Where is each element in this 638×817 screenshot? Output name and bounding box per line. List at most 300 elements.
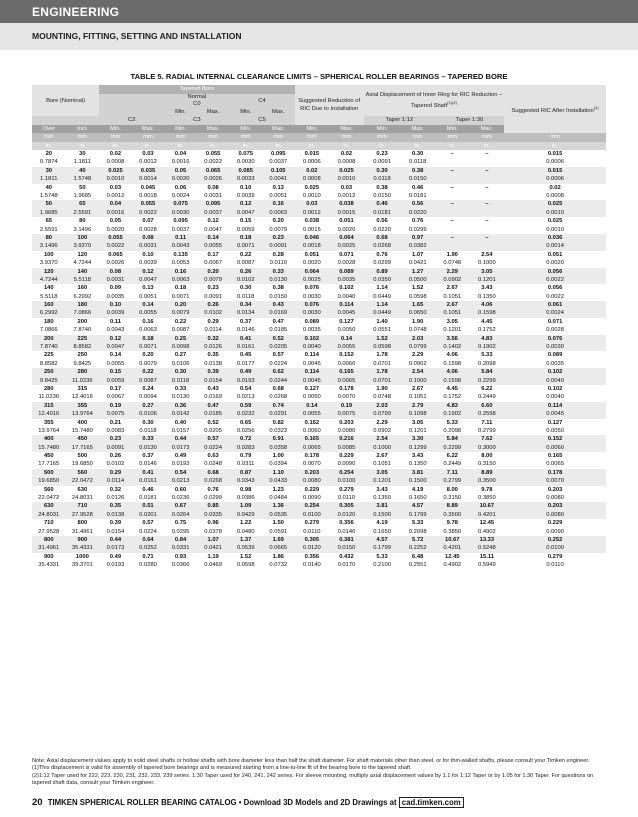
value-mm: 0.16 <box>272 201 284 208</box>
value-mm: 0.46 <box>412 184 424 191</box>
value-in: 0.0169 <box>269 310 288 317</box>
cell-c3-min <box>229 318 262 335</box>
value-mm: 0.30 <box>376 167 388 174</box>
value-in: 0.4201 <box>443 545 462 552</box>
value-in: 0.0047 <box>236 209 255 216</box>
cell-c3-max <box>262 486 295 503</box>
value-mm: 0.089 <box>339 268 354 275</box>
value-in: 0.0059 <box>236 226 255 233</box>
value-mm: 0.26 <box>207 302 219 309</box>
value-mm: 0.15 <box>240 218 252 225</box>
cell-t12-min <box>364 385 401 402</box>
value-mm: – <box>485 184 489 191</box>
value-in: 0.1098 <box>408 411 427 418</box>
cell-c0-min <box>164 301 197 318</box>
value-mm: 0.62 <box>272 369 284 376</box>
cell-c2-max <box>132 486 165 503</box>
value-mm: 1.23 <box>272 486 284 493</box>
value-in <box>435 192 470 200</box>
value-in: 0.0161 <box>236 344 255 351</box>
value-in: 0.0006 <box>546 159 564 166</box>
value-in: 0.1752 <box>478 327 496 334</box>
value-mm: 0.02 <box>306 167 318 174</box>
value-in: 0.1051 <box>408 394 427 401</box>
cell-t30-max <box>470 251 505 268</box>
value-in: 0.0085 <box>337 444 356 451</box>
value-in: 24.8031 <box>71 495 93 502</box>
cell-c3-min <box>229 167 262 184</box>
value-in: 0.0043 <box>171 243 190 250</box>
cell-c0-min <box>164 536 197 553</box>
unit-in: in. <box>400 142 435 150</box>
cell-c3-min <box>229 351 262 368</box>
value-in: 0.0106 <box>139 411 157 418</box>
red-max-label: Max. <box>329 125 364 133</box>
cell-over <box>32 268 66 285</box>
value-mm: 3.05 <box>412 419 424 426</box>
cell-incl <box>66 452 100 469</box>
value-mm: 900 <box>43 553 54 560</box>
value-mm: 0.06 <box>174 184 187 191</box>
cell-red-min <box>295 469 330 486</box>
cell-c0-min <box>164 251 197 268</box>
value-mm: – <box>450 218 454 225</box>
cell-c3-max <box>262 268 295 285</box>
value-mm: 20 <box>45 151 53 158</box>
cell-c0-max <box>197 435 230 452</box>
cell-c0-min <box>164 385 197 402</box>
cell-c2-min <box>99 502 132 519</box>
value-mm: 1.90 <box>376 385 388 392</box>
value-in: 0.0063 <box>269 209 288 216</box>
value-in: 13.9764 <box>71 411 93 418</box>
value-mm: 160 <box>43 302 54 309</box>
table-row <box>32 301 606 318</box>
value-in: 2.5591 <box>73 209 92 216</box>
bore-header: Bore (Nominal) <box>32 85 99 116</box>
value-mm: 0.152 <box>339 352 354 359</box>
value-in: 0.0051 <box>139 293 157 300</box>
cell-c2-max <box>132 385 165 402</box>
value-in: 1.9685 <box>73 192 92 199</box>
value-mm: 315 <box>77 385 88 392</box>
value-mm: 0.216 <box>339 436 354 443</box>
value-in: 0.0020 <box>171 176 190 183</box>
cell-t30-max <box>470 184 505 201</box>
value-mm: 120 <box>43 268 54 275</box>
value-in: 0.0098 <box>171 344 190 351</box>
unit-in: in. <box>164 142 197 150</box>
value-in: 0.0063 <box>171 276 190 283</box>
value-in: 0.0138 <box>106 511 125 518</box>
cell-c0-min <box>164 553 197 570</box>
value-in: 0.0053 <box>171 260 190 267</box>
value-mm: 250 <box>43 369 54 376</box>
value-in: 0.0010 <box>106 176 125 183</box>
cell-c0-max <box>197 200 230 217</box>
value-in: 0.0598 <box>236 562 255 569</box>
cell-c0-max <box>197 419 230 436</box>
value-in: 0.0010 <box>546 226 564 233</box>
value-mm: 0.279 <box>547 553 563 560</box>
value-in: 0.0331 <box>171 545 190 552</box>
cell-over <box>32 536 66 553</box>
cell-c0-max <box>197 452 230 469</box>
value-mm: 0.41 <box>240 335 252 342</box>
value-mm: 0.67 <box>174 503 187 510</box>
value-in: 0.0220 <box>373 226 391 233</box>
cell-c2-max <box>132 435 165 452</box>
cell-t30-min <box>435 335 470 352</box>
value-in: 0.5248 <box>478 545 496 552</box>
value-in: 0.0343 <box>236 478 255 485</box>
value-mm: – <box>450 184 454 191</box>
value-mm: 3.56 <box>446 335 458 342</box>
value-mm: 0.203 <box>547 503 563 510</box>
unit-in: in. <box>197 142 230 150</box>
value-in <box>470 158 505 166</box>
value-mm: 0.37 <box>240 318 252 325</box>
value-mm: 0.96 <box>207 520 219 527</box>
value-mm: 0.68 <box>272 385 284 392</box>
value-mm: 0.57 <box>142 520 154 527</box>
cell-c2-max <box>132 335 165 352</box>
value-in: 0.0433 <box>269 478 288 485</box>
value-mm: 0.025 <box>339 167 354 174</box>
cell-c3-min <box>229 268 262 285</box>
value-in: 1.5748 <box>73 176 92 183</box>
value-mm: 8.89 <box>446 503 458 510</box>
value-in: 0.0181 <box>373 209 391 216</box>
cell-c2-max <box>132 234 165 251</box>
value-in: 0.1799 <box>373 545 391 552</box>
value-in: 0.0252 <box>139 545 157 552</box>
cell-red-min <box>295 167 330 184</box>
value-in: 0.0138 <box>204 360 222 367</box>
cell-c3-max <box>262 419 295 436</box>
value-in: 0.0232 <box>236 411 255 418</box>
value-in: 0.0008 <box>546 192 564 199</box>
value-mm: 0.56 <box>412 201 424 208</box>
cell-c0-min <box>164 268 197 285</box>
value-mm: 0.056 <box>547 268 563 275</box>
value-in: 0.1000 <box>373 444 391 451</box>
value-mm: 0.10 <box>142 251 154 258</box>
value-mm: 0.152 <box>304 419 320 426</box>
value-in: 0.0181 <box>139 495 157 502</box>
value-in: 0.1000 <box>408 377 427 384</box>
cell-after <box>504 486 606 503</box>
value-in: 1.1811 <box>40 176 58 183</box>
value-in: 0.0140 <box>337 528 356 535</box>
value-in: 0.0071 <box>236 243 255 250</box>
value-in: 0.0030 <box>303 310 321 317</box>
value-mm: 0.35 <box>109 503 122 510</box>
value-in: 0.0090 <box>546 528 564 535</box>
value-in: 0.0063 <box>139 327 157 334</box>
value-mm: 0.36 <box>174 402 187 409</box>
value-mm: 0.85 <box>207 503 219 510</box>
cell-red-min <box>295 268 330 285</box>
value-in: 0.0010 <box>546 209 564 216</box>
value-mm: 0.33 <box>174 385 187 392</box>
cell-t30-min <box>435 419 470 436</box>
value-mm: 1.65 <box>412 302 424 309</box>
cell-incl <box>66 167 100 184</box>
table-row <box>32 502 606 519</box>
value-in: 0.0150 <box>373 192 391 199</box>
value-mm: 3.81 <box>376 503 388 510</box>
table-row <box>32 435 606 452</box>
value-mm: 0.43 <box>207 385 219 392</box>
value-mm: 0.21 <box>109 419 122 426</box>
value-mm: 1.90 <box>412 318 424 325</box>
value-mm: 355 <box>77 402 88 409</box>
cell-c2-max <box>132 368 165 385</box>
value-in: 0.0090 <box>337 461 356 468</box>
cell-t30-max <box>470 519 505 536</box>
cell-c3-min <box>229 301 262 318</box>
value-mm: 0.46 <box>376 201 388 208</box>
value-in: 7.0866 <box>73 310 92 317</box>
value-in: 0.0299 <box>204 495 222 502</box>
value-in: 0.0091 <box>373 159 391 166</box>
value-mm: – <box>450 151 454 158</box>
cell-over <box>32 502 66 519</box>
value-in: 0.0118 <box>373 176 391 183</box>
value-mm: 0.54 <box>240 385 252 392</box>
cell-c3-min <box>229 452 262 469</box>
value-in: 0.0024 <box>546 310 564 317</box>
value-in: 0.0169 <box>204 394 222 401</box>
value-mm: 0.095 <box>173 218 188 225</box>
value-in: 0.0120 <box>303 545 321 552</box>
value-in: 0.0102 <box>106 461 125 468</box>
unit-in: in. <box>262 142 295 150</box>
cell-red-max <box>329 200 364 217</box>
value-in: 0.0421 <box>204 545 222 552</box>
value-mm: 0.055 <box>205 151 221 158</box>
cell-incl <box>66 519 100 536</box>
value-in: 0.2100 <box>373 562 391 569</box>
cell-red-min <box>295 435 330 452</box>
cell-c2-max <box>132 184 165 201</box>
cell-c3-max <box>262 435 295 452</box>
value-in: 0.0205 <box>204 427 222 434</box>
value-mm: 0.025 <box>304 184 320 191</box>
value-mm: 6.22 <box>481 385 493 392</box>
footer-link[interactable]: cad.timken.com <box>399 797 464 808</box>
cell-c0-min <box>164 217 197 234</box>
cell-c0-min <box>164 184 197 201</box>
cell-c3-max <box>262 402 295 419</box>
value-mm: 10.67 <box>445 537 460 543</box>
value-mm: 0.16 <box>174 268 187 275</box>
cell-c2-max <box>132 351 165 368</box>
value-mm: 12.45 <box>479 520 495 527</box>
value-mm: 0.30 <box>412 151 424 158</box>
value-mm: 0.064 <box>339 234 354 241</box>
cell-c0-min <box>164 150 197 167</box>
value-mm: 0.17 <box>109 385 122 392</box>
value-in: 5.5118 <box>73 276 92 283</box>
value-mm: 0.102 <box>304 335 320 342</box>
cell-after <box>504 184 606 201</box>
value-mm: 0.254 <box>304 503 320 510</box>
value-mm: 2.67 <box>446 285 458 292</box>
value-mm: 0.03 <box>109 184 122 191</box>
cell-c0-max <box>197 502 230 519</box>
cell-incl <box>66 184 100 201</box>
cell-t12-min <box>364 536 401 553</box>
value-in: 0.0386 <box>236 495 255 502</box>
value-mm: 0.075 <box>173 201 188 208</box>
value-in: 0.0006 <box>303 159 321 166</box>
unit-mm: mm <box>99 133 132 141</box>
value-in: 31.4961 <box>71 528 93 535</box>
value-in: 0.5949 <box>478 562 496 569</box>
c2-min-label: Min. <box>99 125 132 133</box>
value-mm: 0.075 <box>238 151 253 158</box>
value-in: 0.3850 <box>478 495 496 502</box>
value-in: 0.2098 <box>478 360 496 367</box>
value-in: 5.5118 <box>40 293 58 300</box>
value-mm: 0.114 <box>304 352 319 359</box>
value-mm: 225 <box>77 335 88 342</box>
red-min-label: Min. <box>295 125 330 133</box>
value-in: 0.1650 <box>408 495 427 502</box>
unit-in: in. <box>295 142 330 150</box>
value-in: 0.0193 <box>106 562 125 569</box>
value-mm: 0.76 <box>207 486 219 493</box>
value-in: 0.0220 <box>408 209 427 216</box>
cell-t12-min <box>364 268 401 285</box>
value-mm: 9.78 <box>446 520 458 527</box>
after-footnote-ref: (1) <box>593 104 599 110</box>
cell-after <box>504 301 606 318</box>
value-in: 0.0382 <box>408 243 427 250</box>
value-mm: 1.52 <box>412 285 424 292</box>
value-in: 0.1598 <box>443 360 462 367</box>
value-in: 0.0150 <box>408 176 427 183</box>
cell-red-max <box>329 385 364 402</box>
cell-c3-max <box>262 452 295 469</box>
value-in: 0.0043 <box>106 327 125 334</box>
value-in: 0.1000 <box>478 260 496 267</box>
value-in: 3.1496 <box>73 226 92 233</box>
cell-red-min <box>295 234 330 251</box>
value-in: 0.0130 <box>171 394 190 401</box>
cell-red-min <box>295 553 330 570</box>
value-in: 0.0902 <box>408 360 427 367</box>
value-in: 0.2799 <box>443 478 462 485</box>
cell-c3-max <box>262 301 295 318</box>
value-in: 1.9685 <box>39 209 58 216</box>
value-in: 12.4016 <box>71 394 93 401</box>
value-in: 0.0020 <box>337 226 356 233</box>
value-mm: 0.229 <box>547 520 563 527</box>
value-in: 0.3150 <box>443 495 462 502</box>
value-mm: 0.165 <box>547 453 563 460</box>
cell-red-min <box>295 251 330 268</box>
cell-c0-min <box>164 335 197 352</box>
value-mm: 1.50 <box>272 520 284 527</box>
cell-after <box>504 335 606 352</box>
value-mm: 0.12 <box>240 201 252 208</box>
value-in: 0.0177 <box>236 360 255 367</box>
value-in: 0.0079 <box>139 360 157 367</box>
value-in: 0.0280 <box>139 562 157 569</box>
value-in: 19.6850 <box>71 461 93 468</box>
cell-t12-min <box>364 351 401 368</box>
cell-c0-min <box>164 200 197 217</box>
cell-c3-max <box>262 469 295 486</box>
value-mm: 0.32 <box>207 335 219 342</box>
value-in: 0.0421 <box>408 260 427 267</box>
value-mm: 5.33 <box>446 419 458 426</box>
c0-max-label: Max. <box>197 108 230 116</box>
cell-t30-min <box>435 234 470 251</box>
value-mm: 4.83 <box>446 402 458 409</box>
incl-label: Incl. <box>66 125 100 133</box>
cell-red-max <box>329 150 364 167</box>
cell-c2-min <box>99 419 132 436</box>
value-mm: 0.52 <box>207 419 219 426</box>
value-mm: 0.046 <box>304 234 320 241</box>
cell-c3-max <box>262 385 295 402</box>
value-mm: 2.67 <box>412 385 424 392</box>
cell-incl <box>66 536 100 553</box>
value-mm: 0.27 <box>174 352 187 359</box>
value-in: 0.0050 <box>303 394 321 401</box>
unit-mm: mm <box>66 133 100 141</box>
cell-over <box>32 452 66 469</box>
value-in: 0.0394 <box>269 461 288 468</box>
cell-c0-min <box>164 519 197 536</box>
value-mm: 0.44 <box>174 436 187 443</box>
value-in: 0.0118 <box>237 293 255 300</box>
cell-after <box>504 452 606 469</box>
value-mm: 0.279 <box>304 520 320 527</box>
value-mm: 0.095 <box>205 201 221 208</box>
cell-c0-min <box>164 234 197 251</box>
value-in: 0.0070 <box>546 478 564 485</box>
value-mm: 0.76 <box>412 218 424 225</box>
t12-min-label: Min. <box>364 125 401 133</box>
cell-c3-min <box>229 519 262 536</box>
cell-c2-max <box>132 284 165 301</box>
value-in: 0.0140 <box>303 562 321 569</box>
cell-red-max <box>329 335 364 352</box>
value-mm: 0.71 <box>142 553 154 560</box>
value-in: 0.0028 <box>337 260 356 267</box>
cell-c3-max <box>262 251 295 268</box>
value-in: 0.0126 <box>106 495 125 502</box>
cell-c0-min <box>164 469 197 486</box>
value-in: 0.0059 <box>106 377 125 384</box>
value-in: 0.0016 <box>106 209 125 216</box>
value-in: 0.1650 <box>373 528 391 535</box>
cell-c3-min <box>229 536 262 553</box>
value-in: 0.0037 <box>204 209 222 216</box>
cell-over <box>32 435 66 452</box>
cell-after <box>504 318 606 335</box>
cell-c0-max <box>197 553 230 570</box>
value-mm: 400 <box>77 419 88 426</box>
value-mm: 1.69 <box>272 537 284 543</box>
cell-over <box>32 200 66 217</box>
value-in: 8.8582 <box>39 360 58 367</box>
